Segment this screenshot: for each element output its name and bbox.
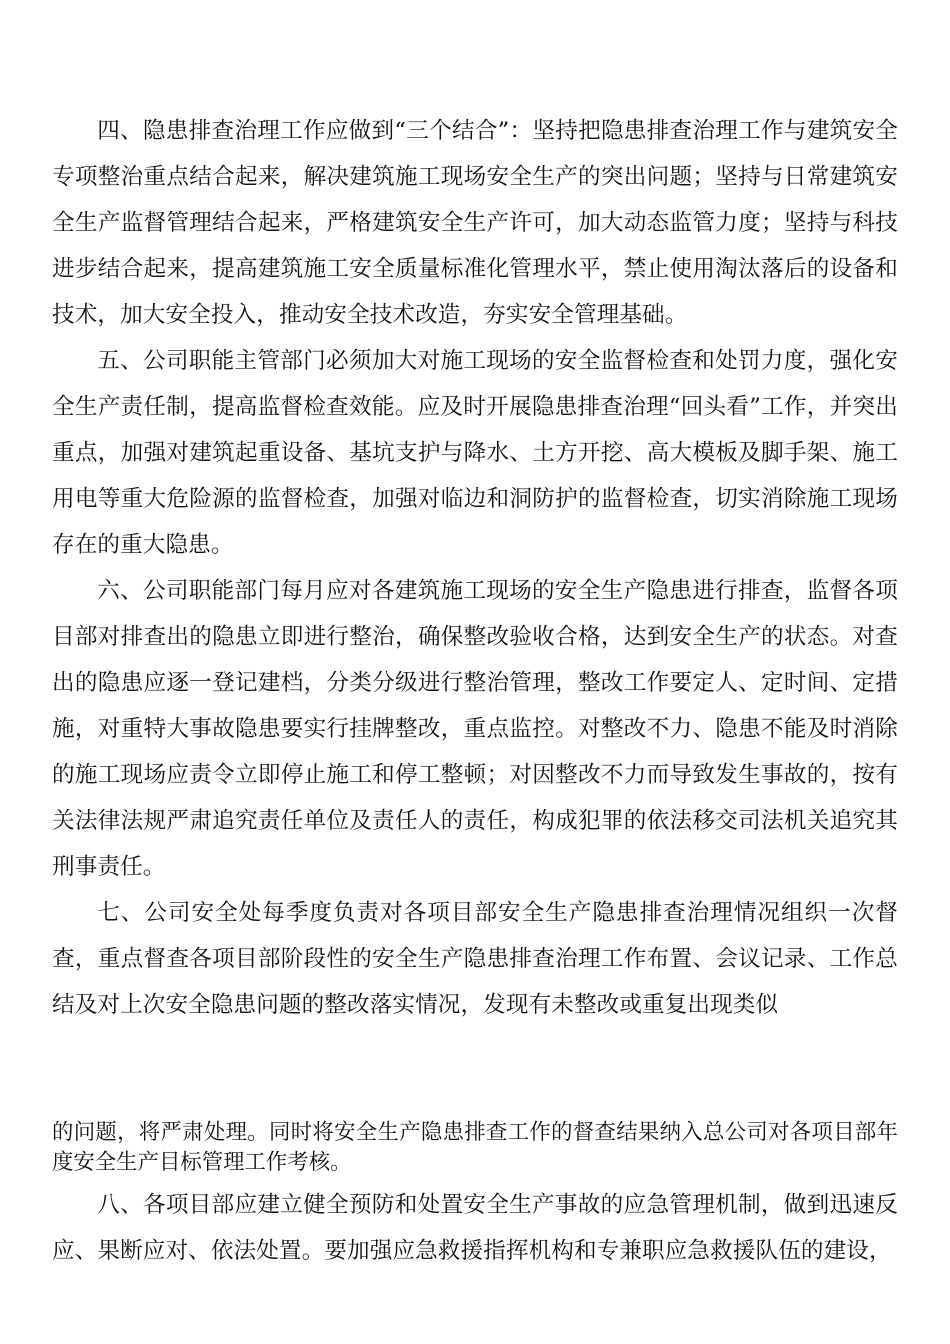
document-body-top	[52, 108, 898, 1028]
paragraph-4: 四、隐患排查治理工作应做到“三个结合”：坚持把隐患排查治理工作与建筑安全专项整治重点结合起来，解决建筑施工现场安全生产的突出问题；坚持与日常建筑安全生产监督管理结合起来，严格建筑安全生产许可，加大动态监管力度；坚持与科技进步结合起来，提高建筑施工安全质量标准化管理水平，禁止使用淘汰落后的设备和技术，加大安全投入，推动安全技术改造，夯实安全管理基础。	[52, 118, 898, 328]
paragraph-6: 六、公司职能部门每月应对各建筑施工现场的安全生产隐患进行排查，监督各项目部对排查出的隐患立即进行整治，确保整改验收合格，达到安全生产的状态。对查出的隐患应逐一登记建档，分类分级进行整治管理，整改工作要定人、定时间、定措施，对重特大事故隐患要实行挂牌整改，重点监控。对整改不力、隐患不能及时消除的施工现场应责令立即停止施工和停工整顿；对因整改不力而导致发生事故的，按有关法律法规严肃追究责任单位及责任人的责任，构成犯罪的依法移交司法机关追究其刑事责任。	[52, 578, 898, 880]
document-body-bottom	[52, 1118, 898, 1274]
paragraph-5: 五、公司职能主管部门必须加大对施工现场的安全监督检查和处罚力度，强化安全生产责任制，提高监督检查效能。应及时开展隐患排查治理“回头看”工作，并突出重点，加强对建筑起重设备、基坑支护与降水、土方开挖、高大模板及脚手架、施工用电等重大危险源的监督检查，加强对临边和洞防护的监督检查，切实消除施工现场存在的重大隐患。	[52, 348, 898, 558]
paragraph-7-continuation: 的问题，将严肃处理。同时将安全生产隐患排查工作的督查结果纳入总公司对各项目部年度安全生产目标管理工作考核。	[52, 1120, 898, 1175]
paragraph-8: 八、各项目部应建立健全预防和处置安全生产事故的应急管理机制，做到迅速反应、果断应对、依法处置。要加强应急救援指挥机构和专兼职应急救援队伍的建设，	[52, 1192, 898, 1264]
paragraph-7: 七、公司安全处每季度负责对各项目部安全生产隐患排查治理情况组织一次督查，重点督查各项目部阶段性的安全生产隐患排查治理工作布置、会议记录、工作总结及对上次安全隐患问题的整改落实情况，发现有未整改或重复出现类似	[52, 900, 898, 1018]
